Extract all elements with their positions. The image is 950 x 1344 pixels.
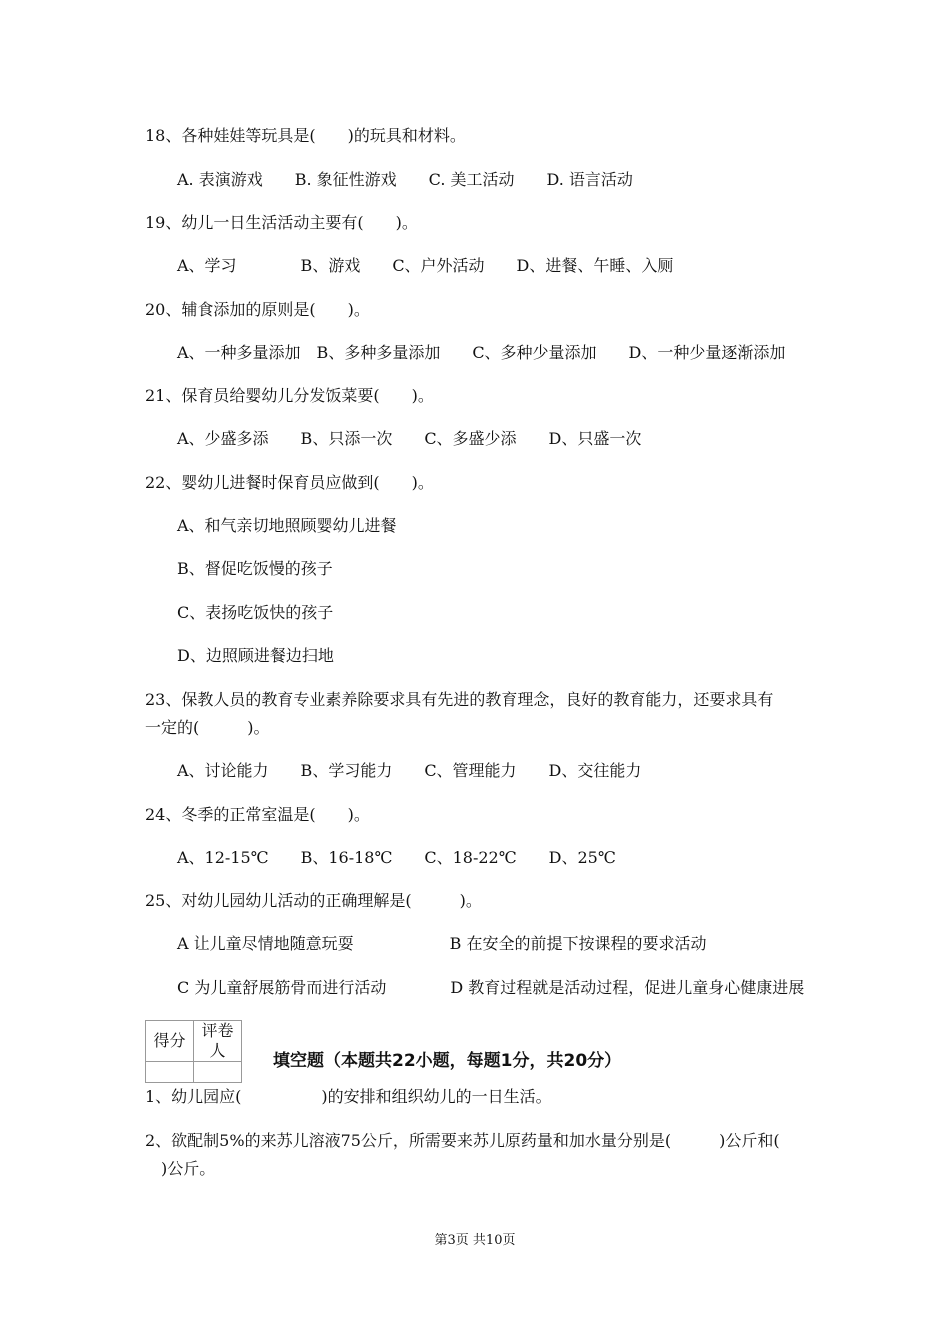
- question-19: 19、幼儿一日生活活动主要有( )。: [145, 213, 418, 232]
- question-18-options: A. 表演游戏 B. 象征性游戏 C. 美工活动 D. 语言活动: [177, 170, 633, 189]
- question-25-options-ab: A 让儿童尽情地随意玩耍 B 在安全的前提下按课程的要求活动: [177, 934, 707, 953]
- question-23-line-2: 一定的( )。: [145, 718, 270, 737]
- fill-question-1: 1、幼儿园应( )的安排和组织幼儿的一日生活。: [145, 1087, 552, 1106]
- question-22-option-a: A、和气亲切地照顾婴幼儿进餐: [177, 516, 397, 535]
- fill-question-2-line-1: 2、欲配制5%的来苏儿溶液75公斤，所需要来苏儿原药量和加水量分别是( )公斤和(: [145, 1131, 780, 1150]
- question-22: 22、婴幼儿进餐时保育员应做到( )。: [145, 473, 434, 492]
- question-23-options: A、讨论能力 B、学习能力 C、管理能力 D、交往能力: [177, 761, 642, 780]
- question-19-options: A、学习 B、游戏 C、户外活动 D、进餐、午睡、入厕: [177, 256, 674, 275]
- fill-question-2-line-2: )公斤。: [145, 1159, 216, 1178]
- question-23-line-1: 23、保教人员的教育专业素养除要求具有先进的教育理念，良好的教育能力，还要求具有: [145, 690, 774, 709]
- question-25-options-cd: C 为儿童舒展筋骨而进行活动 D 教育过程就是活动过程，促进儿童身心健康进展: [177, 978, 805, 997]
- grader-cell: [194, 1062, 242, 1083]
- question-22-option-d: D、边照顾进餐边扫地: [177, 646, 334, 665]
- section-title: 填空题（本题共22小题，每题1分，共20分）: [273, 1051, 622, 1071]
- question-25: 25、对幼儿园幼儿活动的正确理解是( )。: [145, 891, 482, 910]
- question-22-option-b: B、督促吃饭慢的孩子: [177, 559, 333, 578]
- question-24: 24、冬季的正常室温是( )。: [145, 805, 370, 824]
- question-20-options: A、一种多量添加 B、多种多量添加 C、多种少量添加 D、一种少量逐渐添加: [177, 343, 786, 362]
- question-22-option-c: C、表扬吃饭快的孩子: [177, 603, 334, 622]
- score-header: 得分: [146, 1021, 194, 1062]
- page-footer: 第3页 共10页: [434, 1233, 516, 1248]
- grader-header: 评卷人: [194, 1021, 242, 1062]
- score-table: [145, 1020, 242, 1083]
- question-21: 21、保育员给婴幼儿分发饭菜要( )。: [145, 386, 434, 405]
- score-cell: [146, 1062, 194, 1083]
- question-18: 18、各种娃娃等玩具是( )的玩具和材料。: [145, 126, 466, 145]
- question-24-options: A、12-15℃ B、16-18℃ C、18-22℃ D、25℃: [177, 848, 616, 867]
- question-20: 20、辅食添加的原则是( )。: [145, 300, 370, 319]
- question-21-options: A、少盛多添 B、只添一次 C、多盛少添 D、只盛一次: [177, 429, 642, 448]
